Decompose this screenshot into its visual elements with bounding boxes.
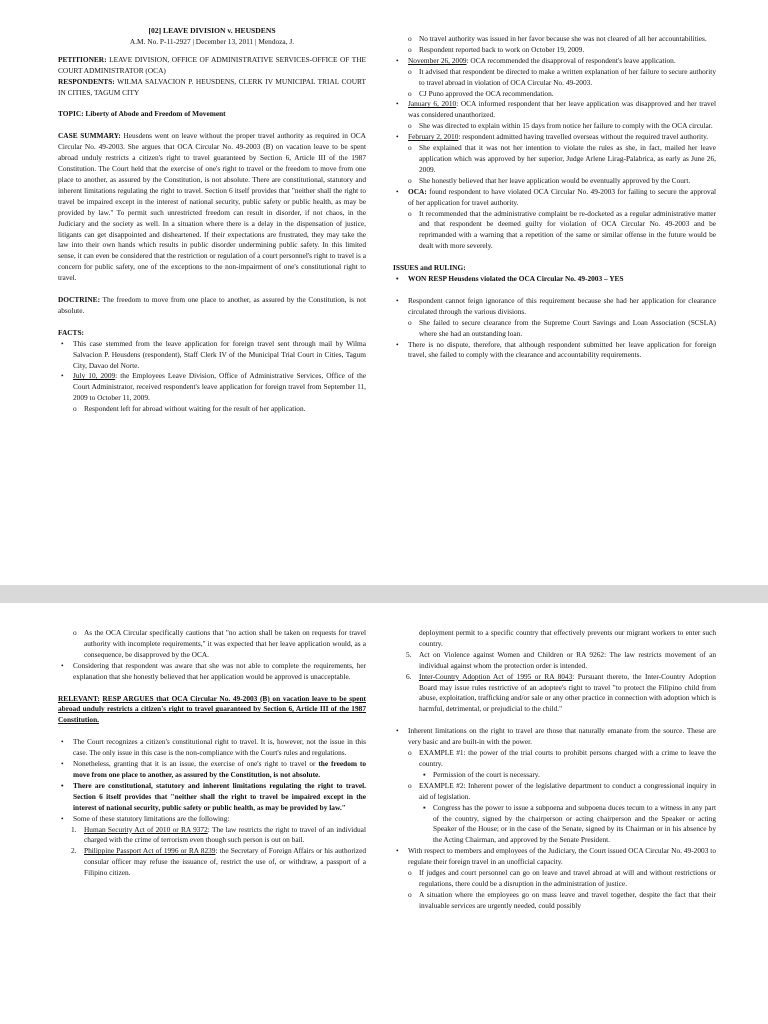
case-title: [02] LEAVE DIVISION v. HEUSDENS xyxy=(148,26,276,35)
statutory-continued: deployment permit to a specific country that effectively prevents our migrant workers to enter such country. xyxy=(419,628,716,648)
issues-list xyxy=(393,274,716,285)
relevant-list xyxy=(58,737,366,824)
page1-left-column xyxy=(58,26,366,415)
list-item: • Inherent limitations on the right to travel are those that naturally emanate from the source. These are very basic and are built-in with the power. xyxy=(396,726,716,747)
list-item: 5. Act on Violence against Women and Children or RA 9262: The law restricts movement of an individual against whom the protection order is intended. xyxy=(406,649,716,670)
list-item: ▪ Permission of the court is necessary. xyxy=(423,769,540,779)
statutory-list-continued xyxy=(393,650,716,715)
case-summary: CASE SUMMARY: Heusdens went on leave without the proper travel authority as required in OCA Circular No. 49-2003. She argues that OCA Circular No. 49-2003 (B) on vacation leave to be spent abroad unduly restricts a citizen's right to travel guaranteed by Section 6, Article III of the 1987 Constitution. The Court held that the exercise of one's right to travel or the freedom to move from one place to another, as assured by the Constitution, is not absolute. There are constitutional, statutory and inherent limitations regulating the right to travel. Section 6 itself provides that "neither shall the right to travel be impaired except in the interest of national security, public safety or public health, as may be provided by law." To permit such unrestricted freedom can result in disorder, if not chaos, in the Judiciary and the society as well. In a situation where there is a delay in the dispensation of justice, litigants can get disappointed and disheartened. If their expectations are frustrated, they may take the law into their own hands which results in public disorder undermining public safety. In this limited sense, it can even be considered that the restriction or regulation of a court personnel's right to travel is a concern for public safety, one of the exceptions to the non-impairment of one's constitutional right to travel. xyxy=(58,131,366,283)
list-item: o A situation where the employees go on mass leave and travel together, despite the fact that their invaluable services are urgently needed, could possibly xyxy=(408,889,716,910)
page2-right-column xyxy=(393,628,716,912)
list-item: • There is no dispute, therefore, that although respondent submitted her leave application for foreign travel, she failed to comply with the clearance and accountability requirements. xyxy=(396,339,716,360)
list-item: o She was directed to explain within 15 days from notice her failure to comply with the OCA circular. xyxy=(408,121,713,131)
list-item: • Nonetheless, granting that it is an issue, the exercise of one's right to travel or the freedom to move from one place to another, as assured by the Constitution, is not absolute. xyxy=(61,759,366,779)
issues-heading: ISSUES and RULING: xyxy=(393,263,466,273)
ruling-list xyxy=(393,296,716,361)
petitioner-line: PETITIONER: LEAVE DIVISION, OFFICE OF ADMINISTRATIVE SERVICES-OFFICE OF THE COURT ADMINISTRATOR (OCA) xyxy=(58,54,366,75)
list-item: • July 10, 2009: the Employees Leave Division, Office of Administrative Services, Office of the Court Administrator, received respondent's leave application for foreign travel from September 11, 2009 to October 11, 2009. xyxy=(61,371,366,403)
inherent-list xyxy=(393,726,716,911)
page2-left-column xyxy=(58,628,366,879)
doctrine: DOCTRINE: The freedom to move from one place to another, as assured by the Constitution, is not absolute. xyxy=(58,295,366,315)
list-item: • This case stemmed from the leave application for foreign travel sent through mail by Wilma Salvacion P. Heusdens (respondent), Staff Clerk IV of the Municipal Trial Court in Cities, Tagum City, Davao del Norte. xyxy=(61,338,366,370)
list-item: • January 6, 2010: OCA informed respondent that her leave application was disapproved and her travel was considered unauthorized. xyxy=(396,99,716,120)
list-item: o Respondent left for abroad without waiting for the result of her application. xyxy=(73,404,306,414)
list-item: o CJ Puno approved the OCA recommendation. xyxy=(408,88,554,98)
list-item: • Respondent cannot feign ignorance of this requirement because she had her application for clearance circulated through the various divisions. xyxy=(396,295,716,316)
list-item: o She honestly believed that her leave application would be eventually approved by the Court. xyxy=(408,175,691,185)
list-item: • The Court recognizes a citizen's constitutional right to travel. It is, however, not the issue in this case. The only issue in this case is the non-compliance with the Court's rules and regulations. xyxy=(61,737,366,758)
ruling-list-continued xyxy=(58,628,366,683)
list-item: • With respect to members and employees of the Judiciary, the Court issued OCA Circular No. 49-2003 to regulate their foreign travel in an unofficial capacity. xyxy=(396,846,716,867)
list-item: • November 26, 2009: OCA recommended the disapproval of respondent's leave application. xyxy=(396,55,676,65)
list-item: o It recommended that the administrative complaint be re-docketed as a regular administrative matter and that respondent be deemed guilty for violation of OCA Circular No. 49-2003 and be reprimanded with a warning that a repetition of the same or similar offense in the future would be dealt with more severely. xyxy=(408,208,716,251)
list-item: 2. Philippine Passport Act of 1996 or RA 8239: the Secretary of Foreign Affairs or his authorized consular officer may refuse the issuance of, restrict the use of, or withdraw, a passport of a Filipino citizen. xyxy=(71,846,366,878)
list-item: o It advised that respondent be directed to make a written explanation of her failure to secure authority to travel abroad in violation of OCA Circular No. 49-2003. xyxy=(408,66,716,87)
topic-line: TOPIC: Liberty of Abode and Freedom of Movement xyxy=(58,109,226,119)
list-item: 6. Inter-Country Adoption Act of 1995 or RA 8043: Pursuant thereto, the Inter-Country Adoption Board may issue rules restrictive of an adoptee's right to travel "to protect the Filipino child from abuse, exploitation, trafficking and/or sale or any other practice in connection with adoption which is harmful, detrimental, or prejudicial to the child." xyxy=(406,671,716,714)
list-item: o EXAMPLE #1: the power of the trial courts to prohibit persons charged with a crime to leave the country. xyxy=(408,748,716,768)
list-item: ▪ Congress has the power to issue a subpoena and subpoena duces tecum to a witness in any part of the country, signed by the chairperson or acting chairperson and the Speaker or acting Speaker of the House; or in the case of the Senate, signed by its Chairman or in his absence by the Acting Chairman, and approved by the Senate President. xyxy=(423,802,716,845)
list-item: • Some of these statutory limitations are the following: xyxy=(61,813,230,823)
list-item: • Considering that respondent was aware that she was not able to complete the requirements, her explanation that she honestly believed that her application would be approved is unacceptable. xyxy=(61,660,366,681)
document-page-2 xyxy=(0,603,768,1024)
facts-list-continued xyxy=(393,34,716,252)
list-item: • OCA: found respondent to have violated OCA Circular No. 49-2003 for failing to secure the approval of her application for travel authority. xyxy=(396,186,716,207)
page1-right-column xyxy=(393,34,716,361)
list-item: o She failed to secure clearance from the Supreme Court Savings and Loan Association (SCSLA) where she had an outstanding loan. xyxy=(408,317,716,338)
list-item: o She explained that it was not her intention to violate the rules as she, in fact, mailed her leave application which was approved by her superior, Judge Arlene Lirag-Palabrica, as early as June 26, 2009. xyxy=(408,143,716,174)
list-item: o No travel authority was issued in her favor because she was not cleared of all her accountabilities. xyxy=(408,34,707,43)
list-item: 1. Human Security Act of 2010 or RA 9372: The law restricts the right to travel of an individual charged with the crime of terrorism even though such person is out on bail. xyxy=(71,824,366,845)
relevant-heading: RELEVANT: RESP ARGUES that OCA Circular No. 49-2003 (B) on vacation leave to be spent abroad unduly restricts a citizen's right to travel guaranteed by Section 6, Article III of the 1987 Constitution. xyxy=(58,693,367,725)
list-item: • WON RESP Heusdens violated the OCA Circular No. 49-2003 – YES xyxy=(396,274,624,284)
respondents-line: RESPONDENTS: WILMA SALVACION P. HEUSDENS, CLERK IV MUNICIPAL TRIAL COURT IN CITIES, TAGUM CITY xyxy=(58,76,366,97)
list-item: o If judges and court personnel can go on leave and travel abroad at will and without restrictions or regulations, there could be a disruption in the administration of justice. xyxy=(408,868,716,888)
list-item: o EXAMPLE #2: Inherent power of the legislative department to conduct a congressional inquiry in aid of legislation. xyxy=(408,780,716,801)
statutory-list xyxy=(58,825,366,880)
list-item: • February 2, 2010: respondent admitted having travelled overseas without the required travel authority. xyxy=(396,132,709,142)
list-item: o Respondent reported back to work on October 19, 2009. xyxy=(408,44,585,54)
facts-heading: FACTS: xyxy=(58,327,84,337)
case-citation: A.M. No. P-11-2927 | December 13, 2011 | Mendoza, J. xyxy=(129,36,295,46)
facts-list xyxy=(58,339,366,415)
list-item: o As the OCA Circular specifically cautions that "no action shall be taken on requests for travel authority with incomplete requirements," it was expected that her leave application would, as a consequence, be disapproved by the OCA. xyxy=(73,628,366,659)
list-item: • There are constitutional, statutory and inherent limitations regulating the right to travel. Section 6 itself provides that "neither shall the right to travel be impaired except in the interest of national security, public safety or public health, as may be provided by law." xyxy=(61,780,366,812)
